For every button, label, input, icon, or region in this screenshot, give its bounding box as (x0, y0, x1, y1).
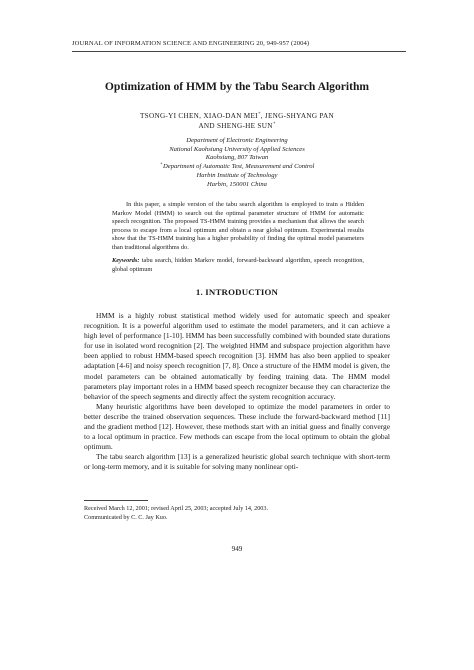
affiliation-line: National Kaohsiung University of Applied Sciences (169, 145, 305, 153)
footnote: Received March 12, 2001; revised April 25, 2003; accepted July 14, 2003. (84, 505, 269, 512)
keywords-text: tabu search, hidden Markov model, forward-backward algorithm, speech recognition, global optimum (112, 257, 364, 273)
paragraph: The tabu search algorithm [13] is a generalized heuristic global search technique with short-term or long-term memory, and it is suitable for solving many nonlinear opti- (84, 452, 390, 472)
author-names-1-rest: , JENG-SHYANG PAN (260, 112, 335, 120)
abstract: In this paper, a simple version of the tabu search algorithm is employed to train a Hidden Markov Model (HMM) to search out the optimal parameter structure of HMM for automatic speech recognition. The proposed TS-HMM training provides a mechanism that allows the search process to escape from a local optimum and obtain a near global optimum. Experimental results show that the TS-HMM training has a higher probability of finding the optimal model parameters than traditional algorithms do. (112, 201, 364, 251)
footnotes (84, 505, 390, 522)
body-text (84, 311, 390, 473)
affiliation-line: Harbin, 150001 China (207, 180, 267, 188)
affiliation-line: Harbin Institute of Technology (196, 171, 278, 179)
journal-header: JOURNAL OF INFORMATION SCIENCE AND ENGINEERING 20, 949-957 (2004) (72, 40, 310, 47)
keywords (112, 257, 364, 274)
affiliation-line-marked (60, 163, 414, 172)
paper-title: Optimization of HMM by the Tabu Search Algorithm (104, 80, 370, 93)
footnote-rule (84, 500, 148, 501)
author-affiliation-mark-1: + (257, 111, 261, 117)
keywords-label: Keywords: (112, 257, 140, 264)
author-line-1 (60, 111, 414, 121)
author-affiliation-mark-2: + (272, 121, 276, 127)
affiliations (60, 137, 414, 189)
affiliation-line: Kaohsiung, 807 Taiwan (205, 154, 269, 162)
affiliation-line: Department of Automatic Test, Measurement and Control (163, 163, 315, 171)
section-heading: 1. INTRODUCTION (195, 287, 279, 297)
author-names-1: TSONG-YI CHEN, XIAO-DAN MEI (139, 112, 258, 120)
header-rule (72, 51, 406, 52)
paragraph: Many heuristic algorithms have been developed to optimize the model parameters in order to better describe the trained observation sequences. These include the forward-backward method [11] and the gradient method [12]. However, these methods start with an initial guess and finally converge to a local optimum in practice. Few methods can escape from the local optimum to obtain the global optimum. (84, 401, 390, 452)
paragraph: HMM is a highly robust statistical method widely used for automatic speech and speaker recognition. It is a powerful algorithm used to estimate the model parameters, and it can achieve a high level of performance [1-10]. HMM has been successfully combined with bounded state durations for use in isolated word recognition [2]. The weighted HMM and subspace projection algorithm have been applied to robust HMM-based speech recognition [3]. HMM has also been applied to speaker adaptation [4-6] and noisy speech recognition [7, 8]. Once a structure of the HMM model is given, the model parameters can be obtained automatically by feeding training data. The HMM model parameters play important roles in a HMM based speech recognizer because they can characterize the behavior of the speech segments and directly affect the system recognition accuracy. (84, 311, 390, 401)
footnote: Communicated by C. C. Jay Kuo. (84, 513, 168, 521)
author-names-2: AND SHENG-HE SUN (198, 122, 273, 130)
affiliation-line: Department of Electronic Engineering (186, 137, 288, 144)
author-line-2 (60, 121, 414, 131)
author-list (60, 111, 414, 131)
page-number: 949 (231, 545, 243, 553)
affiliation-mark: + (159, 161, 164, 167)
